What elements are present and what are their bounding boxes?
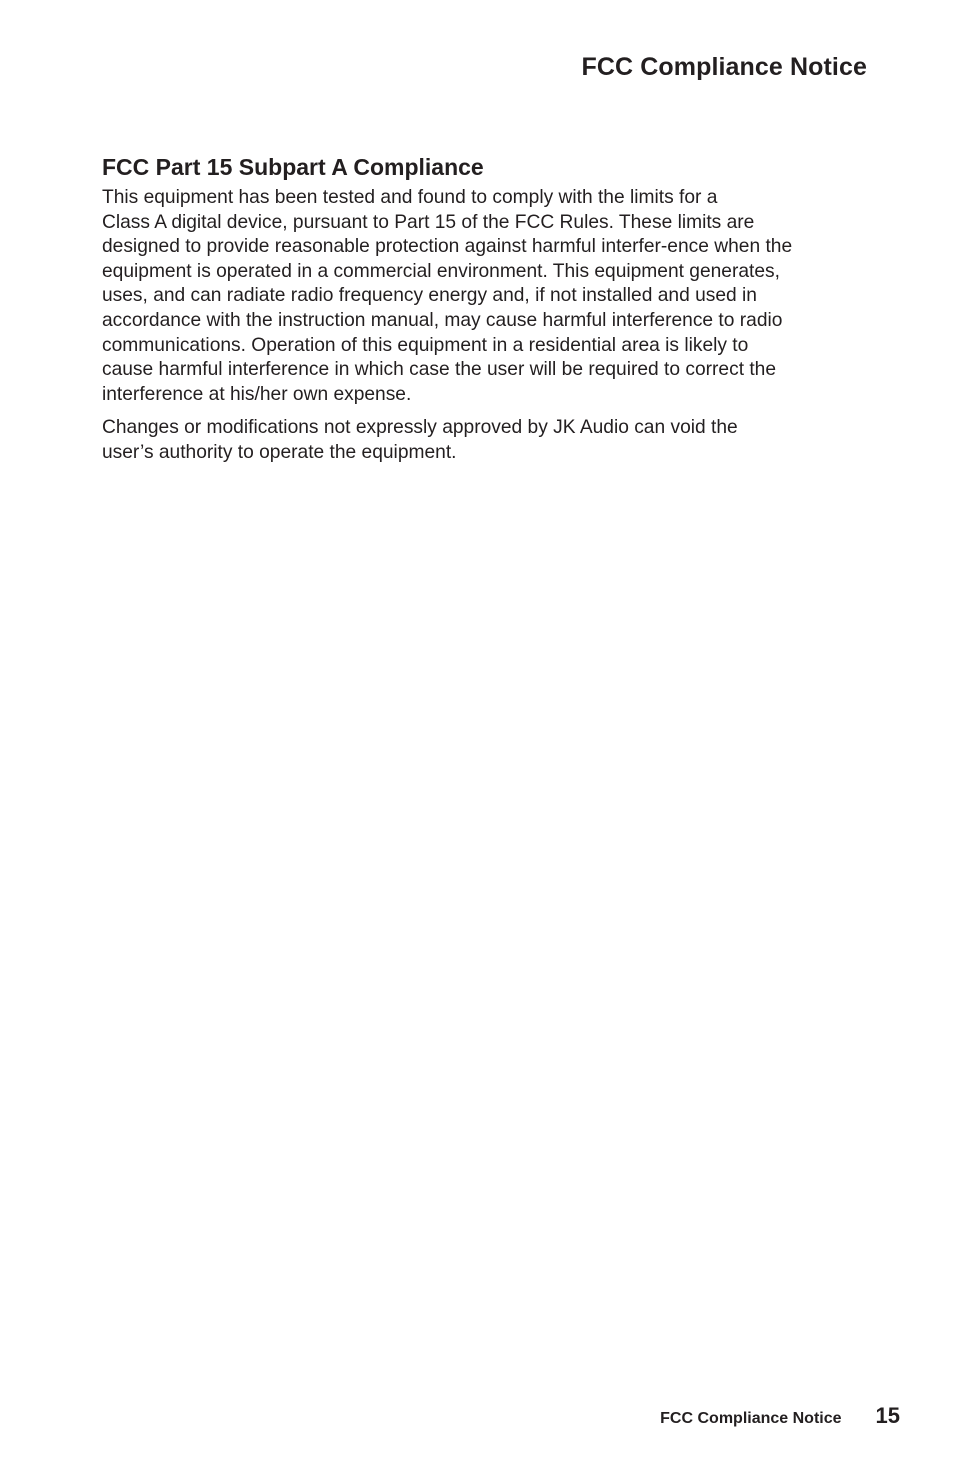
text-line: Changes or modifications not expressly approved by JK Audio can void the xyxy=(102,417,738,439)
text-line: uses, and can radiate radio frequency energy and, if not installed and used in xyxy=(102,285,757,307)
page-footer xyxy=(660,1403,900,1429)
footer-title: FCC Compliance Notice xyxy=(660,1410,842,1427)
section-heading: FCC Part 15 Subpart A Compliance xyxy=(102,154,484,180)
main-content xyxy=(102,152,847,466)
text-line: communications. Operation of this equipment in a residential area is likely to xyxy=(102,334,749,356)
text-line: This equipment has been tested and found to comply with the limits for a xyxy=(102,187,718,208)
text-line: Class A digital device, pursuant to Part 15 of the FCC Rules. These limits are xyxy=(102,211,755,233)
text-line: equipment is operated in a commercial environment. This equipment generates, xyxy=(102,260,780,282)
page-header-title: FCC Compliance Notice xyxy=(581,53,867,81)
text-line: designed to provide reasonable protection against harmful interfer-ence when the xyxy=(102,236,793,258)
text-line: cause harmful interference in which case the user will be required to correct the xyxy=(102,359,777,381)
text-line: interference at his/her own expense. xyxy=(102,383,412,405)
paragraph-compliance-statement xyxy=(102,186,847,407)
page-number: 15 xyxy=(875,1403,900,1428)
paragraph-modifications-warning xyxy=(102,416,847,465)
text-line: user’s authority to operate the equipment. xyxy=(102,441,457,463)
text-line: accordance with the instruction manual, may cause harmful interference to radio xyxy=(102,309,783,331)
